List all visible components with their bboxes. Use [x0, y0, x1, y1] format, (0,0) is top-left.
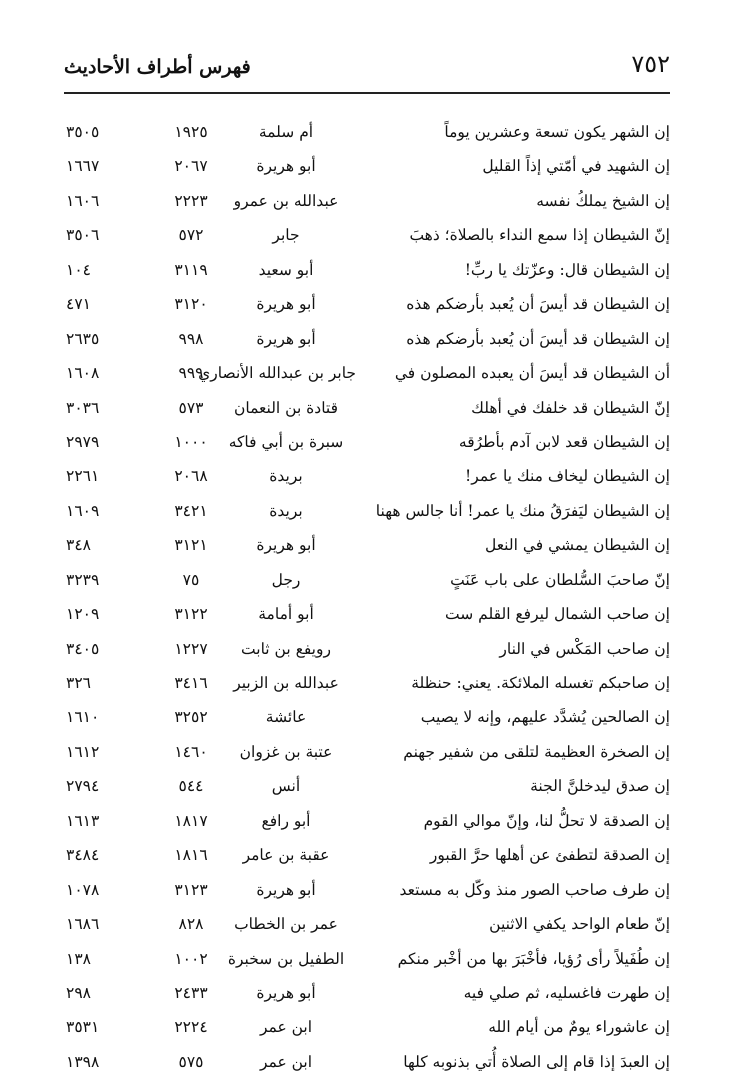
reference-number: ٣٥٠٦: [66, 226, 100, 245]
narrator-name: أبو سعيد: [258, 260, 314, 279]
narrator-name: جابر بن عبدالله الأنصاري: [198, 364, 356, 383]
hadith-opening-text: إنّ الشيطان قد خلفك في أهلك: [471, 398, 670, 417]
index-row: [0, 564, 756, 598]
hadith-number: ١٨١٦: [174, 846, 208, 865]
hadith-opening-text: إن الصالحين يُشدَّد عليهم، وإنه لا يصيب: [420, 708, 670, 727]
narrator-name: قتادة بن النعمان: [233, 398, 339, 417]
index-row: [0, 1011, 756, 1045]
index-row: [0, 598, 756, 632]
reference-number: ١٦٠٩: [66, 501, 100, 520]
reference-number: ٣٥٣١: [66, 1018, 100, 1037]
narrator-name: أم سلمة: [258, 123, 314, 141]
hadith-number: ١٨١٧: [174, 811, 208, 830]
narrator-name: عتبة بن غزوان: [239, 742, 333, 761]
hadith-opening-text: إن طُفَيلاً رأى رُؤيا، فأخْبَرَ بها من أخْبر منكم: [397, 949, 670, 968]
hadith-number: ٣٤١٦: [174, 674, 208, 692]
hadith-opening-text: إن الشيطان يمشي في النعل: [484, 536, 670, 555]
hadith-opening-text: إن طرف صاحب الصور منذ وكّل به مستعد: [399, 880, 670, 899]
narrator-name: أنس: [271, 777, 301, 796]
narrator-name: أبو أمامة: [258, 605, 314, 624]
narrator-name: بريدة: [269, 467, 303, 486]
hadith-opening-text: إن الشهيد في أمّتي إذاً القليل: [482, 157, 670, 176]
hadith-opening-text: إن الشيطان قد أيسَ أن يُعبد بأرضكم هذه: [406, 329, 670, 348]
hadith-number: ٨٢٨: [178, 915, 204, 934]
hadith-opening-text: إنّ الشيطان إذا سمع النداء بالصلاة؛ ذهبَ: [409, 226, 670, 245]
hadith-number: ١٩٢٥: [174, 123, 208, 141]
index-row: [0, 254, 756, 288]
narrator-name: سبرة بن أبي فاكه: [228, 432, 344, 451]
index-row: [0, 874, 756, 908]
hadith-opening-text: إن الشيطان قد أيسَ أن يُعبد بأرضكم هذه: [406, 295, 670, 314]
narrator-name: جابر: [272, 226, 300, 245]
hadith-opening-text: إن العبدَ إذا قام إلى الصلاة أُتي بذنوبه كلها: [403, 1052, 670, 1071]
reference-number: ٤٧١: [66, 295, 91, 314]
narrator-name: الطفيل بن سخبرة: [227, 949, 345, 968]
hadith-opening-text: إن الصدقة لتطفئ عن أهلها حرَّ القبور: [429, 846, 670, 865]
narrator-name: ابن عمر: [259, 1018, 313, 1037]
index-row: [0, 667, 756, 701]
hadith-opening-text: إن الصخرة العظيمة لتلقى من شفير جهنم: [403, 742, 670, 761]
hadith-opening-text: إن الشيخ يملكُ نفسه: [536, 191, 670, 210]
narrator-name: رويفع بن ثابت: [241, 639, 331, 658]
reference-number: ٣٤٠٥: [66, 639, 100, 658]
index-row: [0, 357, 756, 391]
hadith-number: ٥٧٥: [178, 1052, 204, 1071]
hadith-number: ٣١٢٢: [174, 605, 208, 624]
index-row: [0, 908, 756, 942]
hadith-opening-text: إن الشيطان ليَفرَقُ منك يا عمر! أنا جالس ههنا: [375, 501, 670, 520]
reference-number: ٢٩٧٩: [66, 432, 100, 451]
index-row: [0, 805, 756, 839]
narrator-name: أبو هريرة: [256, 536, 316, 555]
index-row: [0, 770, 756, 804]
hadith-number: ٧٥: [182, 570, 200, 589]
hadith-number: ٣١٢٠: [174, 295, 208, 314]
hadith-number: ١٢٢٧: [174, 639, 208, 658]
narrator-name: بريدة: [269, 501, 303, 520]
narrator-name: رجل: [271, 570, 301, 589]
narrator-name: أبو هريرة: [256, 329, 316, 348]
narrator-name: أبو رافع: [261, 811, 311, 830]
page-number: ٧٥٢: [631, 50, 670, 78]
hadith-opening-text: إن صاحبكم تغسله الملائكة. يعني: حنظلة: [411, 674, 670, 692]
reference-number: ١٠٤: [66, 260, 91, 279]
page-title: فهرس أطراف الأحاديث: [64, 56, 251, 78]
hadith-number: ٣١٢٣: [174, 880, 208, 899]
index-row: [0, 219, 756, 253]
index-row: [0, 736, 756, 770]
narrator-name: عقبة بن عامر: [242, 846, 330, 865]
hadith-number: ٢٠٦٧: [174, 157, 208, 176]
reference-number: ٣٠٣٦: [66, 398, 100, 417]
reference-number: ١٠٧٨: [66, 880, 100, 899]
hadith-number: ٥٧٣: [178, 398, 204, 417]
hadith-opening-text: إن الصدقة لا تحلُّ لنا، وإنّ موالي القوم: [423, 811, 670, 830]
narrator-name: أبو هريرة: [256, 880, 316, 899]
reference-number: ١٣٩٨: [66, 1052, 100, 1071]
index-row: [0, 839, 756, 873]
hadith-opening-text: أن الشيطان قد أيسَ أن يعبده المصلون في: [394, 364, 670, 383]
index-row: [0, 426, 756, 460]
reference-number: ٣٥٠٥: [66, 123, 100, 141]
index-row: [0, 633, 756, 667]
reference-number: ٣٤٨٤: [66, 846, 100, 865]
hadith-number: ٣٤٢١: [174, 501, 208, 520]
hadith-opening-text: إن صدق ليدخلنَّ الجنة: [530, 777, 670, 796]
index-row: [0, 701, 756, 735]
narrator-name: عمر بن الخطاب: [234, 915, 338, 934]
index-row: [0, 150, 756, 184]
index-row: [0, 288, 756, 322]
hadith-number: ٩٩٩: [178, 364, 204, 383]
index-row: [0, 116, 756, 150]
narrator-name: أبو هريرة: [256, 983, 316, 1002]
narrator-name: أبو هريرة: [256, 295, 316, 314]
hadith-number: ٢٢٢٤: [174, 1018, 208, 1037]
hadith-opening-text: إن عاشوراء يومٌ من أيام الله: [488, 1018, 670, 1037]
hadith-number: ٢٤٣٣: [174, 983, 208, 1002]
hadith-index-list: [0, 116, 756, 1080]
hadith-number: ١٤٦٠: [174, 742, 208, 761]
hadith-opening-text: إن طهرت فاغسليه، ثم صلي فيه: [463, 983, 670, 1002]
reference-number: ٢٩٨: [66, 983, 91, 1002]
hadith-opening-text: إن الشيطان ليخاف منك يا عمر!: [465, 467, 670, 486]
index-row: [0, 460, 756, 494]
reference-number: ٢٢٦١: [66, 467, 100, 486]
hadith-opening-text: إن الشيطان قعد لابن آدم بأطرُقه: [458, 432, 670, 451]
reference-number: ١٦٦٧: [66, 157, 100, 176]
hadith-number: ١٠٠٠: [174, 432, 208, 451]
reference-number: ٣٢٦: [66, 674, 91, 692]
reference-number: ١٦٨٦: [66, 915, 100, 934]
index-row: [0, 392, 756, 426]
reference-number: ٢٧٩٤: [66, 777, 100, 796]
narrator-name: أبو هريرة: [256, 157, 316, 176]
hadith-number: ٣١٢١: [174, 536, 208, 555]
hadith-opening-text: إنّ طعام الواحد يكفي الاثنين: [489, 915, 670, 934]
reference-number: ١٦١٢: [66, 742, 100, 761]
reference-number: ١٦٠٨: [66, 364, 100, 383]
index-row: [0, 943, 756, 977]
hadith-opening-text: إنّ صاحبَ السُّلطان على باب عَنَتٍ: [450, 570, 670, 589]
reference-number: ٢٦٣٥: [66, 329, 100, 348]
header-rule: [64, 92, 670, 94]
narrator-name: عبدالله بن عمرو: [233, 191, 339, 210]
index-row: [0, 1046, 756, 1080]
hadith-number: ٣١١٩: [174, 260, 208, 279]
narrator-name: عائشة: [265, 708, 307, 727]
hadith-number: ٢٠٦٨: [174, 467, 208, 486]
index-row: [0, 185, 756, 219]
narrator-name: ابن عمر: [259, 1052, 313, 1071]
hadith-number: ٣٢٥٢: [174, 708, 208, 727]
hadith-number: ١٠٠٢: [174, 949, 208, 968]
hadith-number: ٩٩٨: [178, 329, 204, 348]
index-row: [0, 323, 756, 357]
reference-number: ١٦١٠: [66, 708, 100, 727]
reference-number: ١٣٨: [66, 949, 91, 968]
narrator-name: عبدالله بن الزبير: [233, 674, 339, 692]
hadith-number: ٥٤٤: [178, 777, 204, 796]
index-row: [0, 529, 756, 563]
hadith-opening-text: إن صاحب المَكْس في النار: [499, 639, 670, 658]
reference-number: ٣٢٣٩: [66, 570, 100, 589]
reference-number: ١٦١٣: [66, 811, 100, 830]
reference-number: ١٢٠٩: [66, 605, 100, 624]
hadith-opening-text: إن الشهر يكون تسعة وعشرين يوماً: [444, 123, 670, 141]
reference-number: ٣٤٨: [66, 536, 91, 555]
hadith-number: ٥٧٢: [178, 226, 204, 245]
reference-number: ١٦٠٦: [66, 191, 100, 210]
hadith-number: ٢٢٢٣: [174, 191, 208, 210]
hadith-opening-text: إن صاحب الشمال ليرفع القلم ست: [445, 605, 670, 624]
hadith-opening-text: إن الشيطان قال: وعزّتك يا ربِّ!: [464, 260, 670, 279]
index-row: [0, 495, 756, 529]
index-row: [0, 977, 756, 1011]
page-header: [64, 50, 670, 88]
